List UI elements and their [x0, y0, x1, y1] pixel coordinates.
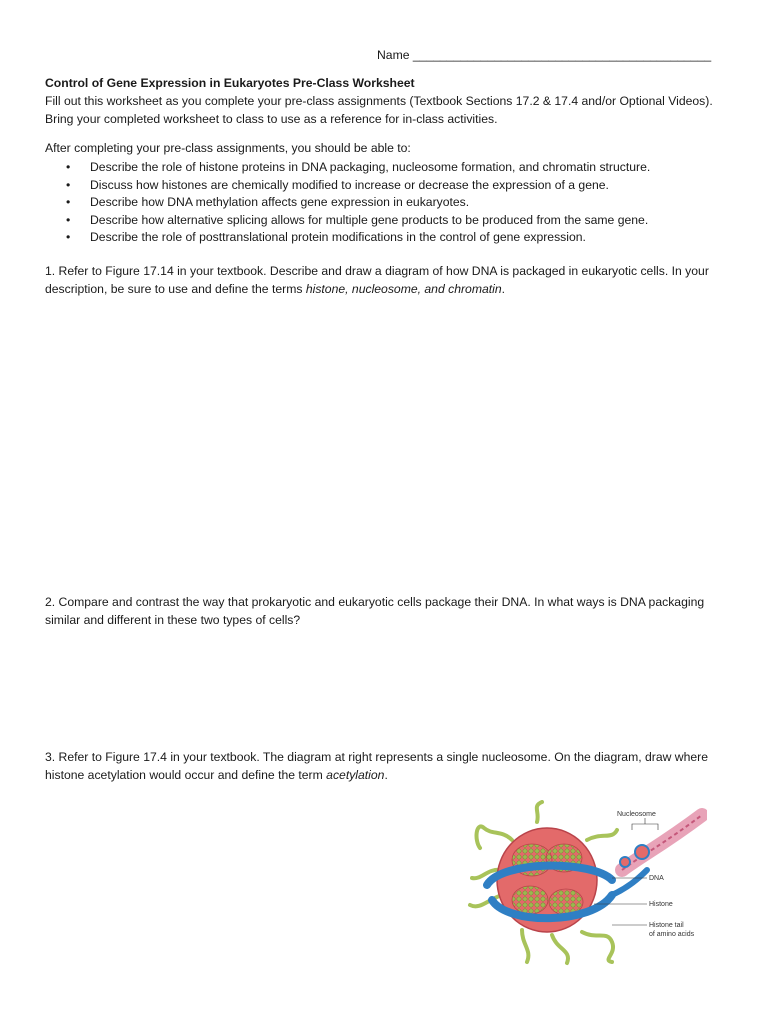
bullet-icon: • — [66, 195, 71, 209]
worksheet-title: Control of Gene Expression in Eukaryotes Pre-Class Worksheet — [45, 76, 415, 90]
dna-helix — [620, 815, 702, 870]
objective-item: • Describe how DNA methylation affects gene expression in eukaryotes. — [66, 195, 470, 209]
objective-item: • Discuss how histones are chemically modified to increase or decrease the expression of a gene. — [66, 177, 609, 192]
objective-item: • Describe how alternative splicing allows for multiple gene products to be produced from the same gene. — [66, 212, 649, 227]
label-histone-tail-2: of amino acids — [649, 931, 695, 938]
label-nucleosome: Nucleosome — [617, 811, 656, 818]
bullet-icon: • — [66, 212, 71, 227]
objective-item: • Describe the role of posttranslational protein modifications in the control of gene expression. — [66, 230, 586, 244]
name-field — [377, 46, 711, 64]
question-3: 3. Refer to Figure 17.4 in your textbook. The diagram at right represents a single nucleosome. On the diagram, draw where histone acetylation would occur and define the term acetylation. — [45, 750, 708, 782]
objective-item: • Describe the role of histone proteins in DNA packaging, nucleosome formation, and chromatin structure. — [66, 160, 651, 174]
label-histone: Histone — [649, 901, 673, 908]
nucleosome-diagram — [462, 800, 707, 968]
name-blank-line: ____________________________________________ — [412, 48, 712, 62]
worksheet-intro: Fill out this worksheet as you complete your pre-class assignments (Textbook Sections 17.2 & 17.4 and/or Optional Videos). Bring your completed worksheet to class to use as a reference for in-class activities. — [45, 94, 713, 126]
label-histone-tail-1: Histone tail — [649, 922, 684, 929]
bullet-icon: • — [66, 177, 71, 192]
bullet-icon: • — [66, 160, 71, 174]
label-dna: DNA — [649, 875, 664, 882]
question-1: 1. Refer to Figure 17.14 in your textbook. Describe and draw a diagram of how DNA is packaged in eukaryotic cells. In your description, be sure to use and define the terms histone, nucleosome, and chromatin. — [45, 264, 709, 296]
name-label: Name — [377, 48, 410, 62]
objectives-list — [66, 158, 650, 246]
bullet-icon: • — [66, 230, 71, 244]
objectives-lead: After completing your pre-class assignments, you should be able to: — [45, 141, 411, 155]
question-2: 2. Compare and contrast the way that prokaryotic and eukaryotic cells package their DNA. In what ways is DNA packaging similar and different in these two types of cells? — [45, 595, 705, 627]
question-3-term: acetylation — [326, 768, 385, 782]
question-1-terms: histone, nucleosome, and chromatin — [305, 282, 502, 296]
